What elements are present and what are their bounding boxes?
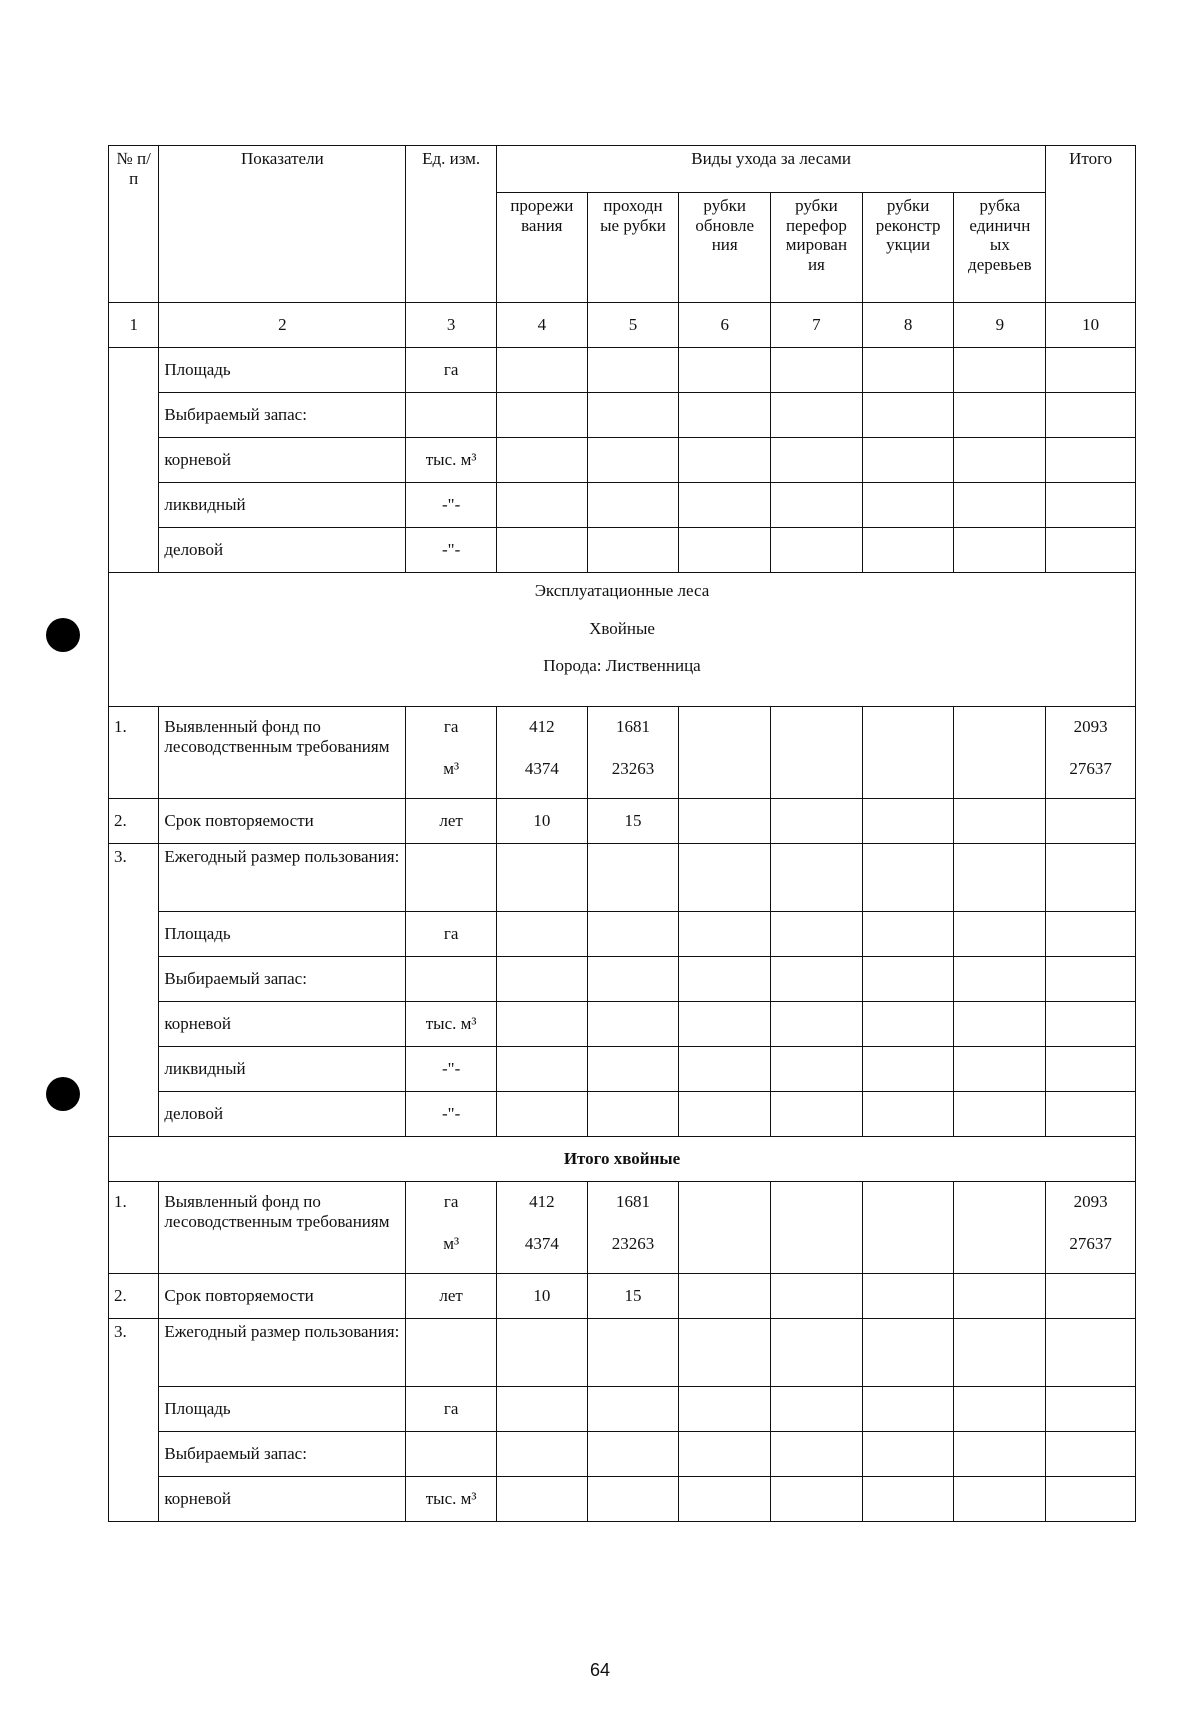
row-unit: тыс. м³ xyxy=(406,438,497,483)
row-label: Площадь xyxy=(159,348,406,393)
row-unit: га м³ xyxy=(406,707,497,799)
row-num: 1. xyxy=(109,1182,159,1274)
row-num: 3. xyxy=(109,1319,159,1522)
row-unit xyxy=(406,957,497,1002)
row-unit: -"- xyxy=(406,483,497,528)
value-cell: 412 4374 xyxy=(496,707,587,799)
row-label: Выбираемый запас: xyxy=(159,957,406,1002)
kind-reform-cut: рубки перефор мирован ия xyxy=(771,193,863,303)
punch-hole-top xyxy=(46,618,80,652)
value-cell: 15 xyxy=(587,799,679,844)
section-forest-type: Эксплуатационные леса xyxy=(534,581,710,600)
row-num: 1. xyxy=(109,707,159,799)
value-cell: 10 xyxy=(496,799,587,844)
kind-thinning: прорежи вания xyxy=(496,193,587,303)
row-label: Выбираемый запас: xyxy=(159,1432,406,1477)
colnum-8: 8 xyxy=(862,303,954,348)
total-cell: 2093 27637 xyxy=(1046,1182,1136,1274)
row-label: Выявленный фонд по лесоводственным требованиям xyxy=(159,707,406,799)
colnum-2: 2 xyxy=(159,303,406,348)
header-num: № п/п xyxy=(109,146,159,303)
row-label: Выявленный фонд по лесоводственным требованиям xyxy=(159,1182,406,1274)
row-label: ликвидный xyxy=(159,483,406,528)
row-unit xyxy=(406,1432,497,1477)
row-label: ликвидный xyxy=(159,1047,406,1092)
row-label: Ежегодный размер пользования: xyxy=(159,1319,406,1387)
top-num-cell xyxy=(109,348,159,573)
total-section-header: Итого хвойные xyxy=(109,1137,1136,1182)
section-conifers: Хвойные xyxy=(589,618,655,638)
row-label: деловой xyxy=(159,1092,406,1137)
row-label: Площадь xyxy=(159,1387,406,1432)
row-label: деловой xyxy=(159,528,406,573)
row-unit xyxy=(406,393,497,438)
colnum-5: 5 xyxy=(587,303,679,348)
colnum-6: 6 xyxy=(679,303,771,348)
row-unit: -"- xyxy=(406,528,497,573)
kind-reconstruction-cut: рубки реконстр укции xyxy=(862,193,954,303)
row-label: Срок повторяемости xyxy=(159,799,406,844)
row-unit: га xyxy=(406,912,497,957)
kind-renewal-cut: рубки обновле ния xyxy=(679,193,771,303)
section-species: Порода: Лиственница xyxy=(543,656,701,676)
colnum-4: 4 xyxy=(496,303,587,348)
colnum-7: 7 xyxy=(771,303,863,348)
row-label: Площадь xyxy=(159,912,406,957)
header-unit: Ед. изм. xyxy=(406,146,497,303)
row-label: Ежегодный размер пользования: xyxy=(159,844,406,912)
colnum-10: 10 xyxy=(1046,303,1136,348)
header-total: Итого xyxy=(1046,146,1136,303)
row-num: 2. xyxy=(109,1274,159,1319)
punch-hole-bottom xyxy=(46,1077,80,1111)
row-unit: га xyxy=(406,348,497,393)
row-unit: тыс. м³ xyxy=(406,1477,497,1522)
kind-single-tree-cut: рубка единичн ых деревьев xyxy=(954,193,1046,303)
forest-care-table xyxy=(108,145,1136,1522)
section-header xyxy=(109,573,1136,707)
value-cell: 1681 23263 xyxy=(587,1182,679,1274)
row-label: корневой xyxy=(159,1477,406,1522)
value-cell: 10 xyxy=(496,1274,587,1319)
colnum-3: 3 xyxy=(406,303,497,348)
colnum-9: 9 xyxy=(954,303,1046,348)
total-cell: 2093 27637 xyxy=(1046,707,1136,799)
row-label: Выбираемый запас: xyxy=(159,393,406,438)
kind-passage-cut: проходн ые рубки xyxy=(587,193,679,303)
row-unit: га xyxy=(406,1387,497,1432)
row-num: 3. xyxy=(109,844,159,1137)
row-unit: тыс. м³ xyxy=(406,1002,497,1047)
row-unit: га м³ xyxy=(406,1182,497,1274)
row-label: корневой xyxy=(159,438,406,483)
row-unit: лет xyxy=(406,799,497,844)
row-unit: -"- xyxy=(406,1092,497,1137)
row-num: 2. xyxy=(109,799,159,844)
page-number: 64 xyxy=(589,1660,611,1680)
row-label: Срок повторяемости xyxy=(159,1274,406,1319)
value-cell: 1681 23263 xyxy=(587,707,679,799)
header-indicator: Показатели xyxy=(159,146,406,303)
row-label: корневой xyxy=(159,1002,406,1047)
header-kinds: Виды ухода за лесами xyxy=(496,146,1045,193)
value-cell: 15 xyxy=(587,1274,679,1319)
row-unit: лет xyxy=(406,1274,497,1319)
value-cell: 412 4374 xyxy=(496,1182,587,1274)
row-unit: -"- xyxy=(406,1047,497,1092)
colnum-1: 1 xyxy=(109,303,159,348)
